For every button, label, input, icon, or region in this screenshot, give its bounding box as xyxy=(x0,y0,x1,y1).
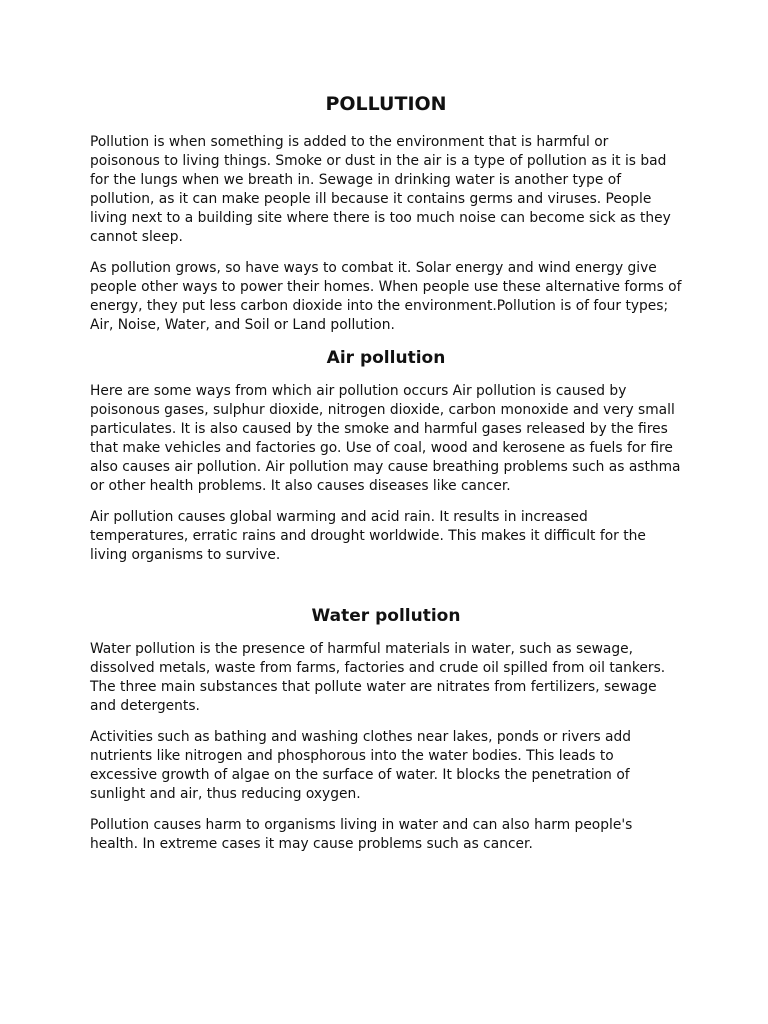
intro-paragraph-2: As pollution grows, so have ways to combat it. Solar energy and wind energy give people other ways to power their homes. When people use these alternative forms of energy, they put less carbon dioxide into the environment.Pollution is of four types; Air, Noise, Water, and Soil or Land pollution. xyxy=(90,260,682,333)
water-paragraph-3: Pollution causes harm to organisms living in water and can also harm people's health. In extreme cases it may cause problems such as cancer. xyxy=(90,817,633,852)
water-paragraph-2: Activities such as bathing and washing clothes near lakes, ponds or rivers add nutrients like nitrogen and phosphorous into the water bodies. This leads to excessive growth of algae on the surface of water. It blocks the penetration of sunlight and air, thus reducing oxygen. xyxy=(90,729,632,802)
document-title: POLLUTION xyxy=(325,93,447,115)
air-paragraph-2: Air pollution causes global warming and acid rain. It results in increased temperatures, erratic rains and drought worldwide. This makes it difficult for the living organisms to survive. xyxy=(90,509,646,563)
intro-paragraph-1: Pollution is when something is added to the environment that is harmful or poisonous to living things. Smoke or dust in the air is a type of pollution as it is bad for the lungs when we breath in. Sewage in drinking water is another type of pollution, as it can make people ill because it contains germs and viruses. People living next to a building site where there is too much noise can become sick as they cannot sleep. xyxy=(90,134,671,245)
document-page xyxy=(90,92,682,866)
water-pollution-heading: Water pollution xyxy=(311,606,461,626)
air-pollution-heading: Air pollution xyxy=(326,348,446,368)
air-paragraph-1: Here are some ways from which air pollution occurs Air pollution is caused by poisonous gases, sulphur dioxide, nitrogen dioxide, carbon monoxide and very small particulates. It is also caused by the smoke and harmful gases released by the fires that make vehicles and factories go. Use of coal, wood and kerosene as fuels for fire also causes air pollution. Air pollution may cause breathing problems such as asthma or other health problems. It also causes diseases like cancer. xyxy=(90,383,681,494)
water-paragraph-1: Water pollution is the presence of harmful materials in water, such as sewage, dissolved metals, waste from farms, factories and crude oil spilled from oil tankers. The three main substances that pollute water are nitrates from fertilizers, sewage and detergents. xyxy=(90,641,666,714)
